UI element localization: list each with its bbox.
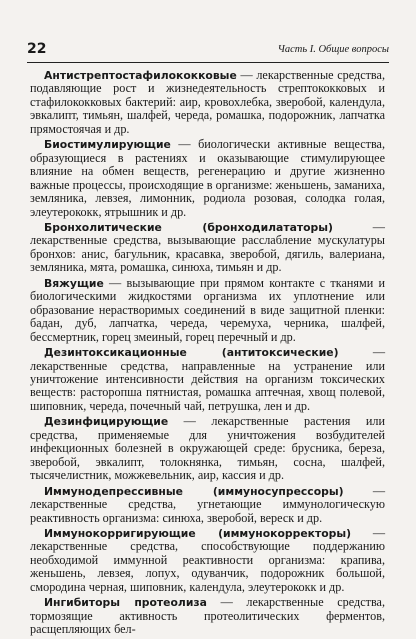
entry-term: Дезинтоксикационные (антитоксические) xyxy=(44,346,339,360)
entry-term: Дезинфицирующие xyxy=(44,415,169,429)
entry-term: Иммунокорригирующие (иммунокорректоры) xyxy=(44,526,352,540)
glossary-entry xyxy=(30,485,385,525)
entry-definition: — лекарственные средства, направленные на устранение или уничтожение интенсивности действия на организм токсических веществ: расторопша пятнистая, ромашка аптечная, хвощ полевой, шиповник, череда, почечный чай, петрушка, лен и др. xyxy=(30,345,385,413)
glossary-entry xyxy=(30,596,385,636)
glossary-entry xyxy=(30,277,385,344)
glossary-entry xyxy=(30,527,385,594)
entry-definition: — вызывающие при прямом контакте с тканями и биологическими жидкостями организма их уплотнение или образование нерастворимых соединений в виде защитной пленки: бадан, дуб, лапчатка, череда, черемуха, черника, шалфей, бессмертник, горец змеиный, горец перечный и др. xyxy=(30,275,385,344)
entry-term: Иммунодепрессивные (иммуносупрессоры) xyxy=(44,484,344,498)
entry-term: Вяжущие xyxy=(44,276,104,290)
glossary-entry xyxy=(30,221,385,275)
entry-definition: — лекарственные средства, способствующие поддержанию необходимой иммунной реактивности организма: крапива, женьшень, левзея, лопух, одуванчик, подорожник большой, смородина черная, шиповник, календула, элеутерококк и др. xyxy=(30,525,385,594)
glossary-entry xyxy=(30,415,385,482)
entry-term: Бронхолитические (бронходилататоры) xyxy=(44,220,333,234)
entry-definition: — лекарственные средства, вызывающие расслабление мускулатуры бронхов: анис, багульник, красавка, зверобой, дягиль, валериана, земляника, мята, ромашка, синюха, тимьян и др. xyxy=(30,219,385,275)
entry-definition: — лекарственные растения или средства, применяемые для уничтожения возбудителей инфекционных болезней в окружающей среде: брусника, береза, зверобой, эвкалипт, толокнянка, тимьян, сосна, шалфей, тысячелистник, можжевельник, аир, кассия и др. xyxy=(30,414,385,483)
glossary-entry xyxy=(30,346,385,413)
entry-term: Ингибиторы протеолиза xyxy=(44,596,207,610)
running-head: Часть I. Общие вопросы xyxy=(277,44,389,55)
entry-definition: — лекарственные средства, тормозящие активность протеолитических ферментов, расщепляющих бел- xyxy=(30,595,385,637)
entry-definition: — лекарственные средства, подавляющие рост и жизнедеятельность стрептококковых и стафилококковых бактерий: аир, кровохлебка, зверобой, календула, эвкалипт, тимьян, шалфей, череда, ромашка, подорожник, лапчатка прямостоячая и др. xyxy=(30,68,385,136)
glossary-entry xyxy=(30,69,385,136)
entry-definition: — лекарственные средства, угнетающие иммунологическую реактивность организма: синюха, зверобой, вереск и др. xyxy=(30,483,385,525)
entry-term: Антистрептостафилококковые xyxy=(44,69,237,82)
page-number: 22 xyxy=(27,41,47,57)
page-body xyxy=(30,69,385,639)
entry-term: Биостимулирующие xyxy=(44,138,171,152)
entry-definition: — биологически активные вещества, образующиеся в растениях и оказывающие стимулирующее влияние на обмен веществ, регенерацию и другие жизненно важные процессы, происходящие в организме: женьшень, заманиха, земляника, левзея, лимонник, родиола розовая, солодка голая, элеутерококк, ятрышник и др. xyxy=(30,137,385,219)
glossary-entry xyxy=(30,138,385,219)
page-header xyxy=(27,40,389,63)
